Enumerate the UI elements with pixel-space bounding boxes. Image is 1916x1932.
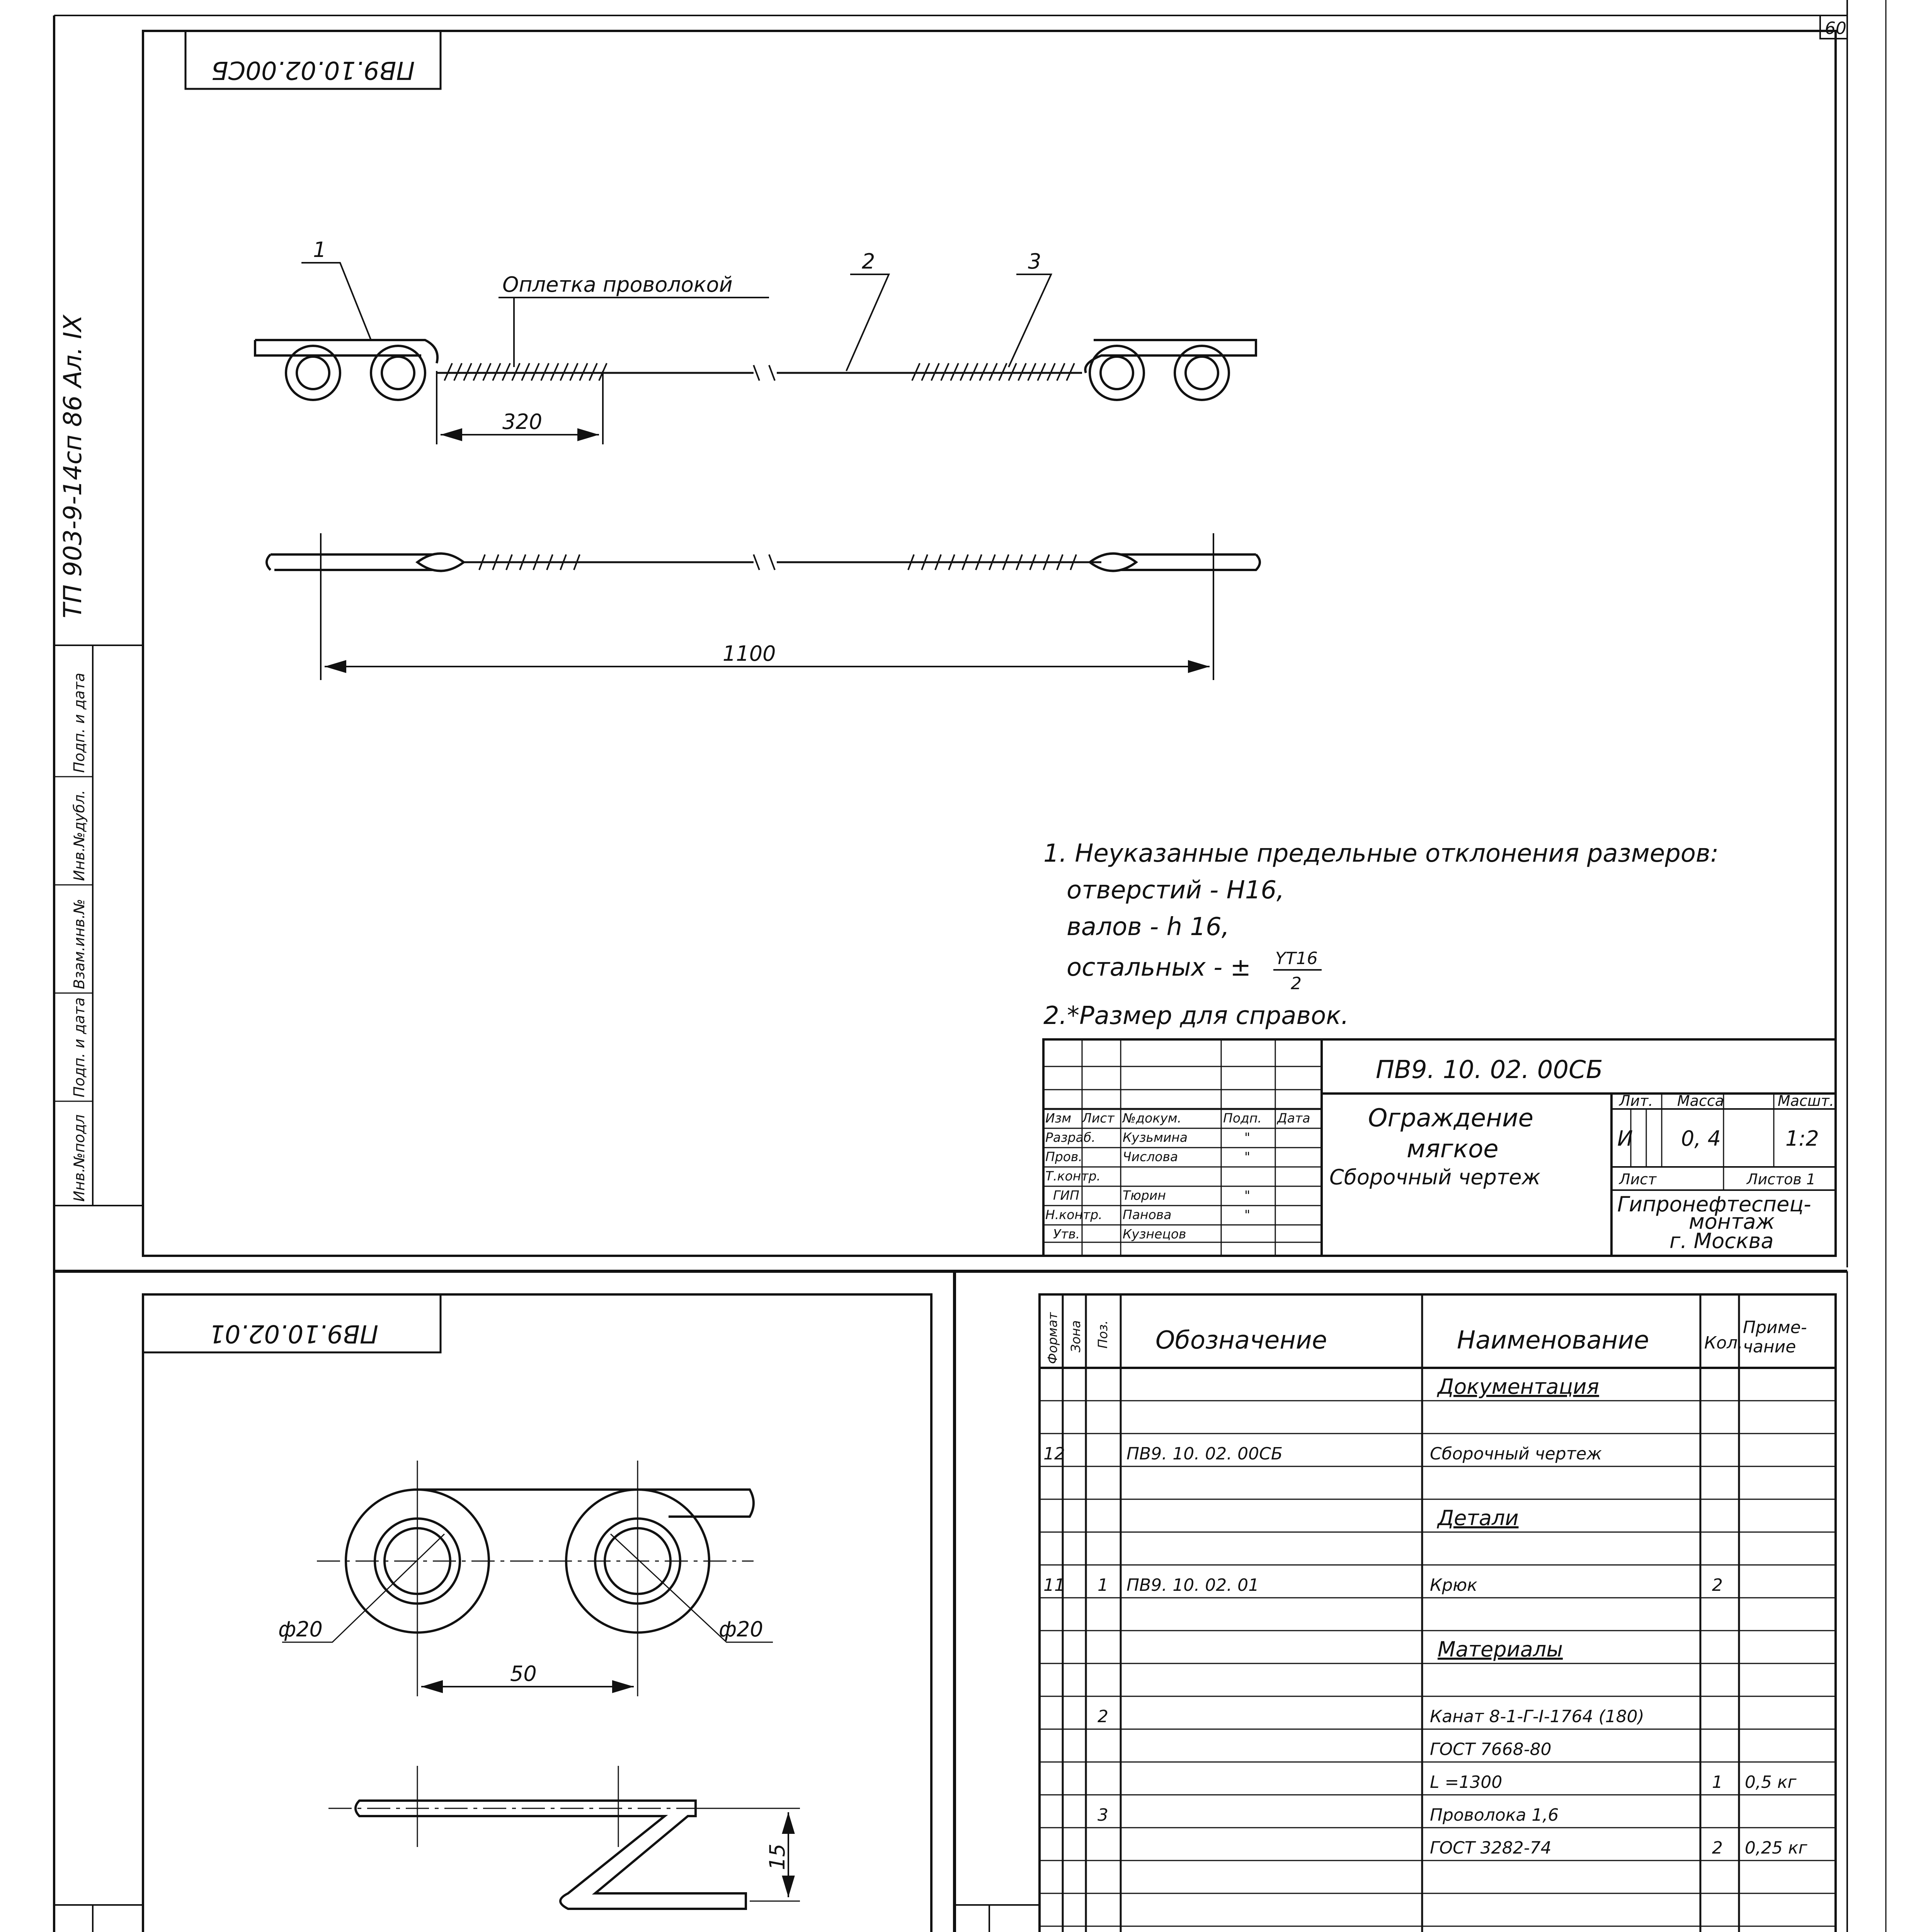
- side-col-0: Инв.№подл: [71, 1114, 88, 1202]
- svg-text:мягкое: мягкое: [1407, 1135, 1499, 1163]
- svg-text:Листов 1: Листов 1: [1747, 1171, 1816, 1188]
- side-col-3: Инв.№дубл.: [71, 790, 88, 881]
- spec-cell-note: 0,25 кг: [1745, 1838, 1807, 1858]
- spec-cell-name: ГОСТ 3282-74: [1430, 1838, 1552, 1858]
- spec-cell-name: ГОСТ 7668-80: [1430, 1740, 1552, 1759]
- svg-text:Масса: Масса: [1677, 1092, 1724, 1109]
- spec-cell-des: ПВ9. 10. 02. 00СБ: [1126, 1444, 1283, 1464]
- dim-320: 320: [502, 410, 543, 434]
- svg-text:№докум.: №докум.: [1123, 1111, 1182, 1126]
- spec-cell-name: Материалы: [1438, 1637, 1563, 1662]
- spec-cell-qty: 2: [1712, 1838, 1723, 1858]
- svg-text:Числова: Числова: [1123, 1149, 1178, 1164]
- svg-text:Обозначение: Обозначение: [1155, 1326, 1327, 1355]
- svg-text:Гипронефтеспец-: Гипронефтеспец-: [1617, 1192, 1811, 1216]
- assembly-mirrored-stamp: [185, 31, 441, 89]
- spec-cell-name: Сборочный чертеж: [1430, 1444, 1602, 1464]
- svg-text:Разраб.: Разраб.: [1045, 1130, 1096, 1145]
- phi-left: ф20: [278, 1617, 323, 1641]
- fence-top-view: [255, 340, 1256, 400]
- svg-text:Лист: Лист: [1619, 1171, 1657, 1188]
- spec-cell-qty: 2: [1712, 1575, 1723, 1595]
- assembly-note-5: 2.*Размер для справок.: [1043, 1002, 1349, 1030]
- dim-15: 15: [765, 1844, 790, 1870]
- svg-text:ПВ9. 10. 02. 00СБ: ПВ9. 10. 02. 00СБ: [1376, 1056, 1603, 1084]
- assembly-note-2: отверстий - Н16,: [1067, 876, 1285, 905]
- svg-text:Лист: Лист: [1082, 1111, 1115, 1126]
- leader-2: 2: [862, 249, 875, 274]
- spec-cell-note: 0,5 кг: [1745, 1772, 1797, 1792]
- svg-text:Пров.: Пров.: [1045, 1149, 1082, 1164]
- dim-50: 50: [510, 1662, 537, 1686]
- dim-1100: 1100: [723, 641, 776, 666]
- side-code: ТП 903-9-14сп 86 Ал. IX: [59, 315, 87, 618]
- svg-text:г. Москва: г. Москва: [1669, 1229, 1774, 1253]
- svg-text:ПВ9.10.02.01: ПВ9.10.02.01: [209, 1319, 379, 1348]
- spec-cell-name: Документация: [1438, 1374, 1599, 1399]
- svg-text:1:2: 1:2: [1785, 1126, 1819, 1151]
- assembly-drawing: [54, 31, 1836, 1256]
- spec-cell-fmt: 12: [1043, 1444, 1065, 1464]
- spec-cell-name: Детали: [1438, 1506, 1519, 1530]
- spec-cell-qty: 1: [1712, 1772, 1723, 1792]
- spec-cell-pos: 2: [1098, 1707, 1108, 1726]
- svg-text:Н.контр.: Н.контр.: [1045, 1207, 1103, 1222]
- svg-text:Кузьмина: Кузьмина: [1123, 1130, 1188, 1145]
- detail-drawing: [54, 1294, 934, 1932]
- assembly-frac-num: ΥΤ16: [1275, 949, 1318, 968]
- svg-text:Наименование: Наименование: [1457, 1326, 1649, 1355]
- svg-text:Зона: Зона: [1068, 1320, 1083, 1352]
- spec-cell-name: Крюк: [1430, 1575, 1477, 1595]
- spec-cell-fmt: 11: [1043, 1575, 1065, 1595]
- svg-text:": ": [1244, 1207, 1251, 1222]
- svg-text:Панова: Панова: [1123, 1207, 1172, 1222]
- spec-cell-name: L =1300: [1430, 1772, 1503, 1792]
- side-col-2: Взам.инв.№: [71, 899, 88, 989]
- svg-text:Ограждение: Ограждение: [1368, 1104, 1533, 1133]
- assembly-frac-den: 2: [1291, 974, 1302, 993]
- leader-1: 1: [313, 238, 327, 262]
- hook-side-view: [356, 1801, 746, 1909]
- left-side-strip-top: [54, 645, 143, 1206]
- svg-text:Поз.: Поз.: [1095, 1320, 1110, 1349]
- svg-text:": ": [1244, 1188, 1251, 1203]
- svg-text:Утв.: Утв.: [1053, 1226, 1080, 1242]
- side-col-4: Подп. и дата: [71, 673, 88, 773]
- spec-cell-name: Проволока 1,6: [1430, 1805, 1559, 1825]
- svg-text:Формат: Формат: [1045, 1312, 1060, 1364]
- svg-text:": ": [1244, 1149, 1251, 1164]
- svg-text:ГИП: ГИП: [1053, 1188, 1079, 1203]
- assembly-note-1: 1. Неуказанные предельные отклонения размеров:: [1043, 839, 1719, 868]
- leader-3: 3: [1028, 249, 1041, 274]
- svg-text:Дата: Дата: [1277, 1111, 1310, 1126]
- svg-text:И: И: [1617, 1126, 1633, 1151]
- spec-cell-pos: 3: [1098, 1805, 1108, 1825]
- svg-text:Кузнецов: Кузнецов: [1123, 1226, 1186, 1242]
- svg-text:": ": [1244, 1130, 1251, 1145]
- assembly-note-4: остальных - ±: [1067, 953, 1251, 982]
- fence-side-view: [267, 554, 1260, 571]
- spec-cell-name: Канат 8-1-Г-I-1764 (180): [1430, 1707, 1644, 1726]
- svg-text:Подп.: Подп.: [1223, 1111, 1262, 1126]
- svg-text:ПВ9.10.02.00СБ: ПВ9.10.02.00СБ: [211, 56, 415, 84]
- svg-text:Кол.: Кол.: [1704, 1333, 1743, 1353]
- svg-text:Сборочный чертеж: Сборочный чертеж: [1329, 1165, 1541, 1189]
- svg-text:Лит.: Лит.: [1619, 1092, 1653, 1109]
- svg-text:Масшт.: Масшт.: [1778, 1092, 1834, 1109]
- svg-text:Приме-: Приме-: [1743, 1318, 1807, 1337]
- svg-text:Тюрин: Тюрин: [1123, 1188, 1166, 1203]
- left-side-strip-bottom: [54, 1905, 143, 1932]
- page-number: 60: [1825, 19, 1846, 38]
- svg-text:чание: чание: [1743, 1337, 1796, 1357]
- spec-cell-des: ПВ9. 10. 02. 01: [1126, 1575, 1259, 1595]
- side-col-1: Подп. и дата: [71, 997, 88, 1097]
- spec-cell-pos: 1: [1098, 1575, 1108, 1595]
- svg-text:монтаж: монтаж: [1689, 1209, 1775, 1234]
- svg-text:Т.контр.: Т.контр.: [1045, 1168, 1101, 1184]
- braid-label: Оплетка проволокой: [502, 272, 733, 297]
- svg-text:0, 4: 0, 4: [1681, 1126, 1721, 1151]
- assembly-note-3: валов - h 16,: [1067, 913, 1230, 941]
- phi-right: ф20: [719, 1617, 763, 1641]
- svg-text:Изм: Изм: [1045, 1111, 1072, 1126]
- specification-sheet: [955, 1294, 1836, 1932]
- detail-mirrored-stamp: [143, 1294, 441, 1352]
